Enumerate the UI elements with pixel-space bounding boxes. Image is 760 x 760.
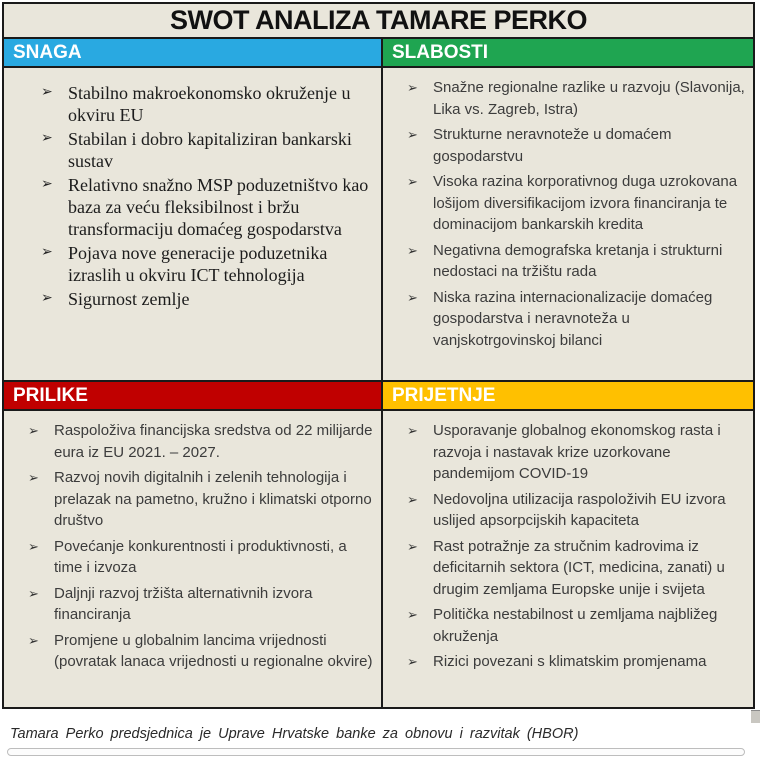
prilike-item-list <box>4 420 375 673</box>
swot-item-text: Stabilan i dobro kapitaliziran bankarski sustav <box>68 129 352 171</box>
swot-item-text: Razvoj novih digitalnih i zelenih tehnologija i prelazak na pametno, kružno i klimatski otporno društvo <box>54 469 372 529</box>
swot-item <box>383 651 747 673</box>
arrow-bullet-icon: ➢ <box>41 245 53 260</box>
slabosti-item-list <box>383 77 747 351</box>
swot-item <box>4 420 375 463</box>
arrow-bullet-icon: ➢ <box>28 538 39 554</box>
quadrant-label: SLABOSTI <box>392 41 489 63</box>
quadrant-header-prilike <box>4 382 381 409</box>
quadrant-header-slabosti <box>383 39 753 66</box>
swot-item <box>4 128 375 172</box>
swot-item-text: Raspoloživa financijska sredstva od 22 milijarde eura iz EU 2021. – 2027. <box>54 422 373 461</box>
arrow-bullet-icon: ➢ <box>41 131 53 146</box>
swot-table <box>2 2 755 709</box>
arrow-bullet-icon: ➢ <box>407 654 418 669</box>
swot-item-text: Stabilno makroekonomsko okruženje u okviru EU <box>68 83 351 125</box>
arrow-bullet-icon: ➢ <box>28 470 39 485</box>
swot-item <box>383 240 747 283</box>
arrow-bullet-icon: ➢ <box>28 585 39 601</box>
swot-item-text: Negativna demografska kretanja i strukturni nedostaci na tržištu rada <box>433 241 723 280</box>
arrow-bullet-icon: ➢ <box>41 85 53 100</box>
swot-item <box>383 171 747 236</box>
arrow-bullet-icon: ➢ <box>407 289 418 305</box>
swot-item-text: Promjene u globalnim lancima vrijednosti (povratak lanaca vrijednosti u regionalne okvire) <box>54 631 373 670</box>
swot-item-text: Snažne regionalne razlike u razvoju (Slavonija, Lika vs. Zagreb, Istra) <box>433 79 745 118</box>
swot-item <box>4 467 375 532</box>
swot-item <box>4 174 375 240</box>
arrow-bullet-icon: ➢ <box>407 242 418 258</box>
arrow-bullet-icon: ➢ <box>407 174 418 189</box>
swot-item-text: Daljnji razvoj tržišta alternativnih izvora financiranja <box>54 584 313 623</box>
swot-item-text: Strukturne neravnoteže u domaćem gospodarstvu <box>433 126 672 165</box>
swot-item-text: Politička nestabilnost u zemljama najbližeg okruženja <box>433 606 718 645</box>
swot-item <box>4 242 375 286</box>
quadrant-label: PRIJETNJE <box>392 384 496 406</box>
swot-item <box>4 536 375 579</box>
swot-item-text: Rizici povezani s klimatskim promjenama <box>433 653 707 670</box>
page-title: SWOT ANALIZA TAMARE PERKO <box>4 4 753 37</box>
arrow-bullet-icon: ➢ <box>407 491 418 507</box>
swot-item-text: Pojava nove generacije poduzetnika izraslih u okviru ICT tehnologija <box>68 243 328 285</box>
swot-item-text: Rast potražnje za stručnim kadrovima iz deficitarnih sektora (ICT, medicina, zanati) u drugim zemljama Europske unije i svijeta <box>433 537 725 598</box>
quadrant-body-slabosti <box>383 68 753 380</box>
quadrant-header-prijetnje <box>383 382 753 409</box>
arrow-bullet-icon: ➢ <box>28 423 39 438</box>
prijetnje-item-list <box>383 420 747 673</box>
swot-item <box>383 604 747 647</box>
arrow-bullet-icon: ➢ <box>41 291 53 306</box>
swot-item-text: Usporavanje globalnog ekonomskog rasta i razvoja i nastavak krize uzorkovane pandemijom COVID-19 <box>433 422 721 482</box>
arrow-bullet-icon: ➢ <box>407 80 418 95</box>
arrow-bullet-icon: ➢ <box>41 177 53 192</box>
quadrant-body-prijetnje <box>383 411 753 707</box>
horizontal-scrollbar[interactable] <box>7 748 745 756</box>
swot-item-text: Visoka razina korporativnog duga uzrokovana lošijom diversifikacijom izvora financiranja te dominacijom bankarskih kredita <box>433 173 738 233</box>
arrow-bullet-icon: ➢ <box>28 632 39 648</box>
swot-item <box>383 489 747 532</box>
quadrant-header-snaga <box>4 39 381 66</box>
swot-item-text: Sigurnost zemlje <box>68 289 190 309</box>
arrow-bullet-icon: ➢ <box>407 538 418 554</box>
swot-item <box>4 288 375 310</box>
vertical-scrollbar-fragment[interactable] <box>751 710 760 723</box>
swot-item <box>383 536 747 601</box>
swot-item-text: Nedovoljna utilizacija raspoloživih EU izvora uslijed apsorpcijskih kapaciteta <box>433 490 726 529</box>
snaga-item-list <box>4 82 375 310</box>
swot-item <box>383 287 747 352</box>
swot-item <box>383 77 747 120</box>
quadrant-label: PRILIKE <box>13 384 88 406</box>
quadrant-body-prilike <box>4 411 381 707</box>
arrow-bullet-icon: ➢ <box>407 423 418 438</box>
swot-item <box>4 583 375 626</box>
swot-item-text: Povećanje konkurentnosti i produktivnosti, a time i izvoza <box>54 537 347 576</box>
swot-item-text: Niska razina internacionalizacije domaćeg gospodarstva i neravnoteža u vanjskotrgovinskoj bilanci <box>433 288 713 349</box>
swot-item <box>4 630 375 673</box>
arrow-bullet-icon: ➢ <box>407 127 418 142</box>
swot-item-text: Relativno snažno MSP poduzetništvo kao baza za veću fleksibilnost i bržu transformaciju domaćeg gospodarstva <box>68 175 369 239</box>
arrow-bullet-icon: ➢ <box>407 607 418 622</box>
swot-item <box>383 124 747 167</box>
swot-item <box>4 82 375 126</box>
quadrant-body-snaga <box>4 68 381 380</box>
quadrant-label: SNAGA <box>13 41 82 63</box>
swot-item <box>383 420 747 485</box>
caption-text: Tamara Perko predsjednica je Uprave Hrvatske banke za obnovu i razvitak (HBOR) <box>10 726 579 742</box>
